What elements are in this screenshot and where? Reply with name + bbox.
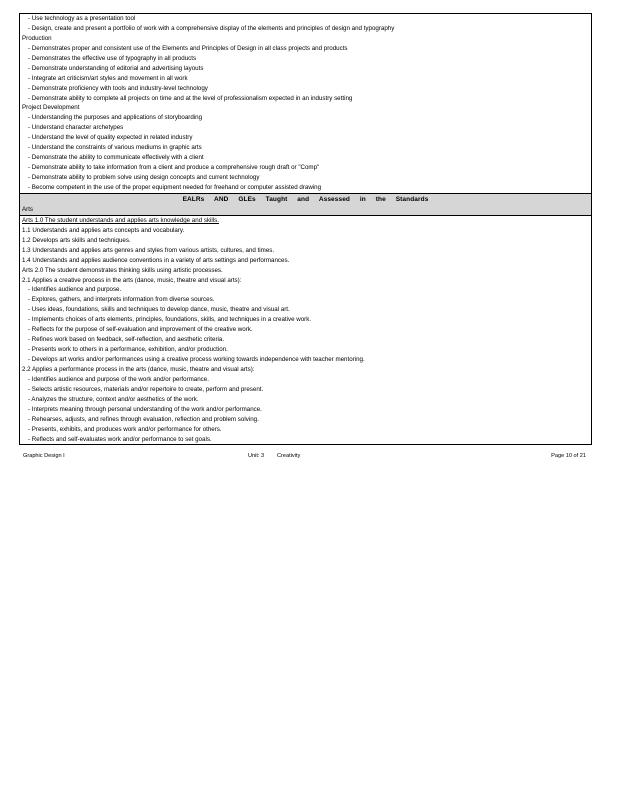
subsection-heading: 2.2 Applies a performance process in the arts (dance, music, theatre and visual arts):	[22, 365, 255, 373]
list-item: - Demonstrate understanding of editorial and advertising layouts	[28, 64, 204, 72]
list-item: - Refines work based on feedback, self-reflection, and aesthetic criteria.	[28, 336, 225, 344]
top-section	[20, 14, 591, 34]
list-item: - Uses ideas, foundations, skills and techniques to develop dance, music, theatre and visual art.	[28, 306, 290, 314]
list-item: - Implements choices of arts elements, principles, foundations, skills, and techniques in a creative work.	[28, 316, 312, 324]
list-item: - Analyzes the structure, context and/or aesthetics of the work.	[28, 395, 199, 403]
list-item: - Develops art works and/or performances using a creative process working towards independence with teacher mentoring.	[28, 356, 365, 363]
standards-table	[19, 13, 592, 445]
list-item: - Rehearses, adjusts, and refines through evaluation, reflection and problem solving.	[28, 415, 259, 423]
list-item: - Reflects for the purpose of self-evaluation and improvement of the creative work.	[28, 326, 253, 334]
list-item: - Reflects and self-evaluates work and/or performance to set goals.	[28, 435, 212, 443]
banner-title: EALRs AND GLEs Taught and Assessed in the Standards	[182, 195, 429, 203]
list-item: - Design, create and present a portfolio of work with a comprehensive display of the elements and principles of design and typography	[28, 24, 395, 32]
footer-course: Graphic Design I	[23, 453, 65, 459]
list-item: - Identifies audience and purpose of the work and/or performance.	[28, 375, 209, 383]
arts2-heading: Arts 2.0 The student demonstrates thinking skills using artistic processes.	[22, 266, 223, 274]
list-item: - Interprets meaning through personal understanding of the work and/or performance.	[28, 405, 262, 413]
list-item: - Demonstrate ability to take information from a client and produce a comprehensive rough draft or "Comp"	[28, 164, 320, 172]
list-item: - Demonstrate the ability to communicate effectively with a client	[28, 154, 204, 162]
list-item: 1.2 Develops arts skills and techniques.	[22, 236, 131, 244]
list-item: 1.3 Understands and applies arts genres and styles from various artists, cultures, and times.	[22, 246, 275, 254]
list-item: - Understand the level of quality expected in related industry	[28, 134, 193, 142]
list-item: - Identifies audience and purpose.	[28, 286, 122, 294]
section-heading: Project Development	[22, 104, 80, 112]
list-item: - Explores, gathers, and interprets information from diverse sources.	[28, 296, 215, 304]
page-footer	[19, 451, 590, 461]
footer-page-number: Page 10 of 21	[551, 453, 586, 459]
list-item: - Understand character archetypes	[28, 124, 124, 132]
list-item: - Become competent in the use of the proper equipment needed for freehand or computer assisted drawing	[28, 183, 322, 191]
list-item: - Understanding the purposes and applications of storyboarding	[28, 114, 203, 122]
list-item: - Demonstrate proficiency with tools and industry-level technology	[28, 84, 208, 92]
list-item: - Demonstrate ability to problem solve using design concepts and current technology	[28, 174, 260, 181]
list-item: 1.4 Understands and applies audience conventions in a variety of arts settings and performances.	[22, 256, 290, 264]
list-item: - Selects artistic resources, materials and/or repertoire to create, perform and present.	[28, 385, 264, 393]
standards-banner	[20, 193, 591, 216]
list-item: - Understand the constraints of various mediums in graphic arts	[28, 144, 202, 152]
list-item: - Integrate art criticism/art styles and movement in all work	[28, 74, 188, 82]
arts-section	[20, 216, 591, 445]
list-item: - Demonstrates proper and consistent use of the Elements and Principles of Design in all class projects and products	[28, 44, 348, 52]
subsection-heading: 2.1 Applies a creative process in the arts (dance, music, theatre and visual arts):	[22, 276, 242, 284]
list-item: - Presents work to others in a performance, exhibition, and/or production.	[28, 346, 228, 354]
list-item: - Presents, exhibits, and produces work and/or performance for others.	[28, 425, 222, 433]
production-section	[20, 34, 591, 104]
list-item: - Use technology as a presentation tool	[28, 15, 136, 22]
footer-unit: Unit: 3	[248, 453, 265, 459]
list-item: 1.1 Understands and applies arts concepts and vocabulary.	[22, 226, 185, 234]
project-development-section	[20, 103, 591, 192]
section-heading: Production	[22, 34, 52, 42]
list-item: - Demonstrate ability to complete all projects on time and at the level of professionalism expected in an industry setting	[28, 94, 353, 102]
arts1-heading: Arts 1.0 The student understands and applies arts knowledge and skills.	[22, 216, 219, 224]
banner-subtitle: Arts	[22, 205, 34, 213]
list-item: - Demonstrates the effective use of typography in all products	[28, 54, 197, 62]
footer-unit-title: Creativity	[277, 453, 301, 459]
